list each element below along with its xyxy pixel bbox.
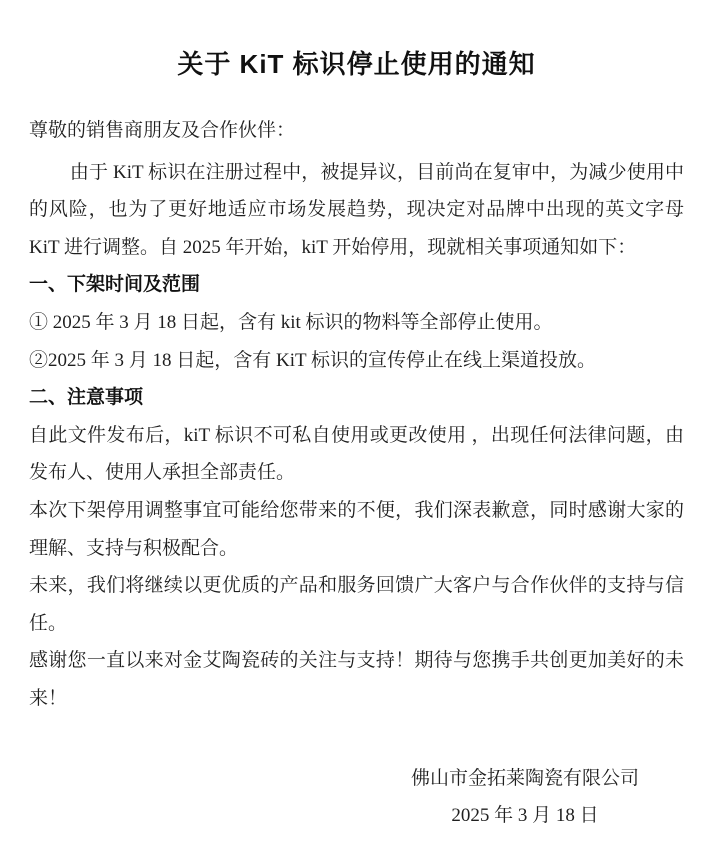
salutation: 尊敬的销售商朋友及合作伙伴： [29, 120, 296, 141]
section2-heading: 二、注意事项 [29, 387, 144, 409]
intro-paragraph: 由于 KiT 标识在注册过程中，被提异议，目前尚在复审中，为减少使用中的风险，也为了更好地适应市场发展趋势，现决定对品牌中出现的英文字母 KiT 进行调整。自 2025 年开始，kiT 开始停用，现就相关事项通知如下： [29, 161, 684, 258]
section2-paragraph-4: 感谢您一直以来对金艾陶瓷砖的关注与支持！期待与您携手共创更加美好的未来！ [29, 650, 684, 709]
section1-item-1: ① 2025 年 3 月 18 日起，含有 kit 标识的物料等全部停止使用。 [29, 311, 553, 333]
section1-item-2: ②2025 年 3 月 18 日起，含有 KiT 标识的宣传停止在线上渠道投放。 [29, 349, 597, 371]
section1-heading: 一、下架时间及范围 [29, 274, 201, 296]
section2-paragraph-3: 未来，我们将继续以更优质的产品和服务回馈广大客户与合作伙伴的支持与信任。 [29, 575, 684, 634]
section2-paragraph-2: 本次下架停用调整事宜可能给您带来的不便，我们深表歉意，同时感谢大家的理解、支持与积极配合。 [29, 499, 684, 559]
document-title: 关于 KiT 标识停止使用的通知 [177, 49, 536, 79]
signature-date: 2025 年 3 月 18 日 [451, 805, 599, 827]
signature-company: 佛山市金拓莱陶瓷有限公司 [410, 767, 639, 789]
signature-block [394, 760, 656, 835]
notice-document [0, 44, 713, 835]
section2-paragraph-1: 自此文件发布后，kiT 标识不可私自使用或更改使用 ，出现任何法律问题，由发布人、使用人承担全部责任。 [29, 424, 684, 484]
